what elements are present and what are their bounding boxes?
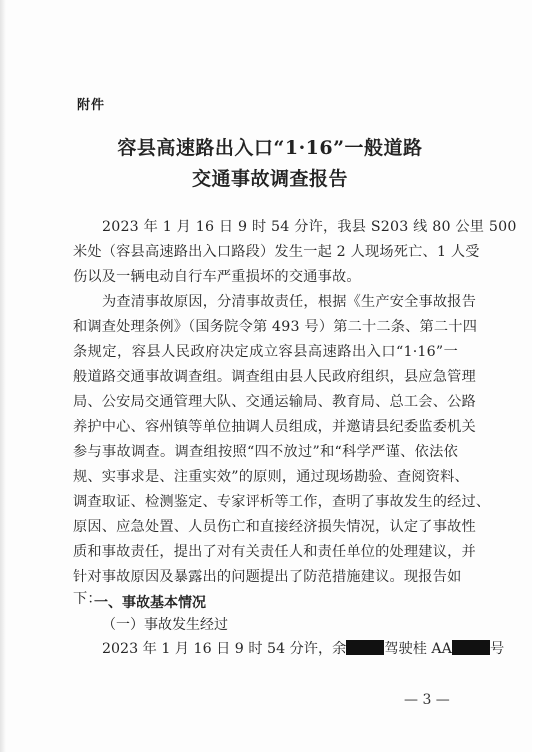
report-title-line-2: 交通事故调查报告 xyxy=(191,168,348,190)
paragraph-3-text-after: 号 xyxy=(489,641,505,657)
subsection-heading-course: （一）事故发生经过 xyxy=(102,617,228,633)
report-title-line-1: 容县高速路出入口“1·16”一般道路 xyxy=(117,137,423,159)
section-heading-basic-info: 一、事故基本情况 xyxy=(94,595,206,611)
paragraph-3-line-1 xyxy=(102,638,505,658)
paragraph-2-line-11: 质和事故责任，提出了对有关责任人和责任单位的处理建议，并 xyxy=(73,544,476,560)
page-edge-shadow xyxy=(0,0,6,752)
paragraph-1-line-2: 米处（容县高速路出入口路段）发生一起 2 人现场死亡、1 人受 xyxy=(73,244,480,260)
page-number: — 3 — xyxy=(404,692,450,708)
redaction-bar-plate xyxy=(452,640,490,655)
paragraph-1-line-1: 2023 年 1 月 16 日 9 时 54 分许，我县 S203 线 80 公里 500 xyxy=(102,219,517,235)
paragraph-2-line-10: 原因、应急处置、人员伤亡和直接经济损失情况，认定了事故性 xyxy=(73,519,476,535)
paragraph-2-line-2: 和调查处理条例》（国务院令第 493 号）第二十二条、第二十四 xyxy=(73,319,478,335)
paragraph-2-line-5: 局、公安局交通管理大队、交通运输局、教育局、总工会、公路 xyxy=(73,394,476,410)
paragraph-3-text-middle: 驾驶桂 AA xyxy=(384,641,452,657)
paragraph-2-line-8: 规、实事求是、注重实效”的原则，通过现场勘验、查阅资料、 xyxy=(73,469,469,485)
paragraph-2-line-4: 般道路交通事故调查组。调查组由县人民政府组织，县应急管理 xyxy=(73,369,476,385)
redaction-bar-name xyxy=(346,640,384,655)
paragraph-2-line-13: 下： xyxy=(73,591,102,607)
paragraph-2-line-6: 养护中心、容州镇等单位抽调人员组成，并邀请县纪委监委机关 xyxy=(73,419,476,435)
paragraph-1-line-3: 伤以及一辆电动自行车严重损坏的交通事故。 xyxy=(73,269,361,285)
paragraph-2-line-3: 条规定，容县人民政府决定成立容县高速路出入口“1·16”一 xyxy=(73,344,458,360)
annex-label: 附件 xyxy=(77,98,106,113)
paragraph-2-line-12: 针对事故原因及暴露出的问题提出了防范措施建议。现报告如 xyxy=(73,569,462,585)
paragraph-2-line-9: 调查取证、检测鉴定、专家评析等工作，查明了事故发生的经过、 xyxy=(73,494,491,510)
paragraph-2-line-7: 参与事故调查。调查组按照“四不放过”和“科学严谨、依法依 xyxy=(73,444,458,460)
paragraph-2-line-1: 为查清事故原因，分清事故责任，根据《生产安全事故报告 xyxy=(102,294,477,310)
paragraph-3-text-before: 2023 年 1 月 16 日 9 时 54 分许，余 xyxy=(102,641,347,657)
